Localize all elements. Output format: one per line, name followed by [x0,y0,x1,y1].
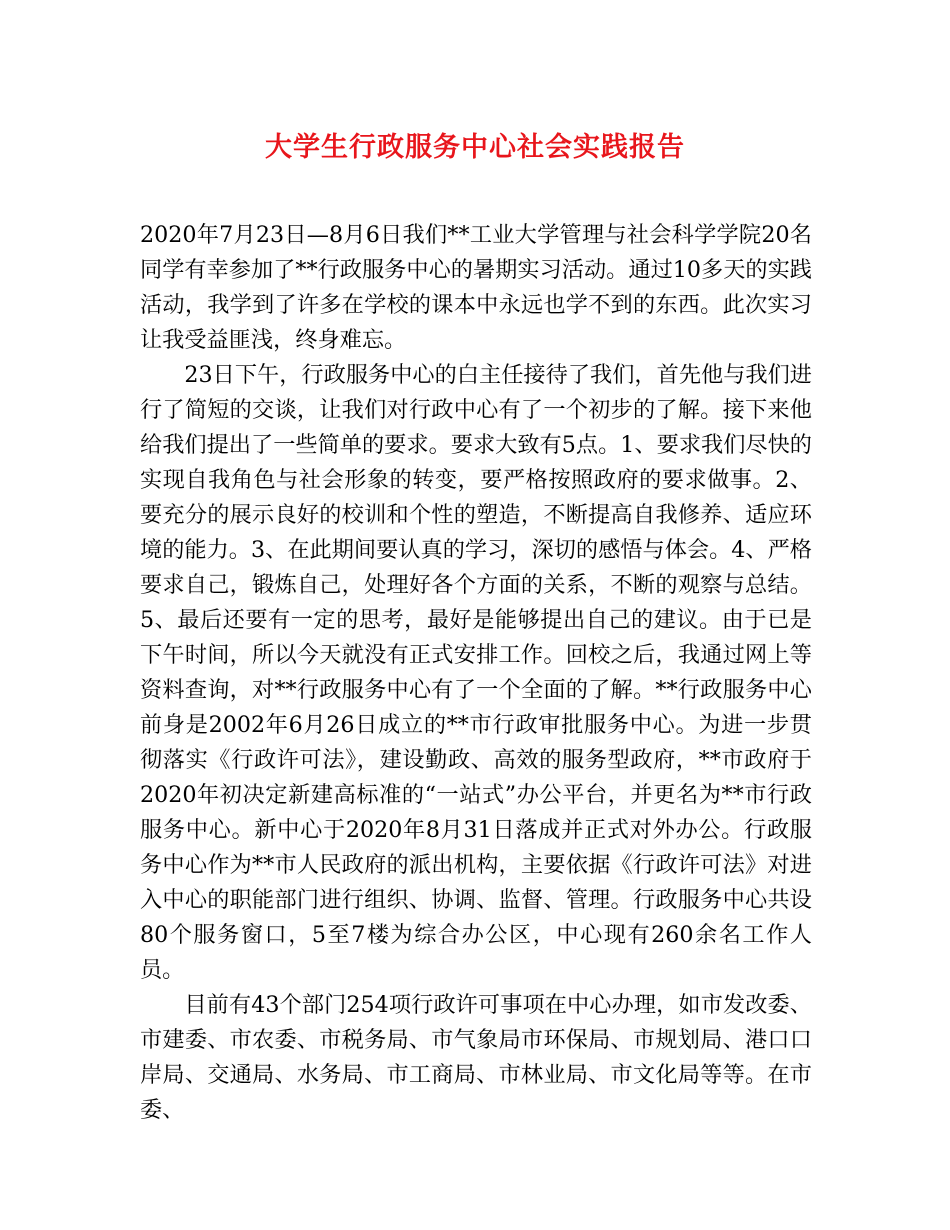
document-title: 大学生行政服务中心社会实践报告 [265,132,685,163]
paragraph-2: 23日下午，行政服务中心的白主任接待了我们，首先他与我们进行了简短的交谈，让我们对行政中心有了一个初步的了解。接下来他给我们提出了一些简单的要求。要求大致有5点。1、要求我们尽快的实现自我角色与社会形象的转变，要严格按照政府的要求做事。2、要充分的展示良好的校训和个性的塑造，不断提高自我修养、适应环境的能力。3、在此期间要认真的学习，深切的感悟与体会。4、严格要求自己，锻炼自己，处理好各个方面的关系，不断的观察与总结。5、最后还要有一定的思考，最好是能够提出自己的建议。由于已是下午时间，所以今天就没有正式安排工作。回校之后，我通过网上等资料查询，对**行政服务中心有了一个全面的了解。**行政服务中心前身是2002年6月26日成立的**市行政审批服务中心。为进一步贯彻落实《行政许可法》，建设勤政、高效的服务型政府，**市政府于2020年初决定新建高标准的“一站式”办公平台，并更名为**市行政服务中心。新中心于2020年8月31日落成并正式对外办公。行政服务中心作为**市人民政府的派出机构，主要依据《行政许可法》对进入中心的职能部门进行组织、协调、监督、管理。行政服务中心共设80个服务窗口，5至7楼为综合办公区，中心现有260余名工作人员。 [140,362,812,983]
paragraph-1: 2020年7月23日—8月6日我们**工业大学管理与社会科学学院20名同学有幸参加了**行政服务中心的暑期实习活动。通过10多天的实践活动，我学到了许多在学校的课本中永远也学不到的东西。此次实习让我受益匪浅，终身难忘。 [140,222,812,353]
document-body [140,218,812,1128]
paragraph-3: 目前有43个部门254项行政许可事项在中心办理，如市发改委、市建委、市农委、市税务局、市气象局市环保局、市规划局、港口口岸局、交通局、水务局、市工商局、市林业局、市文化局等等。在市委、 [140,992,812,1123]
